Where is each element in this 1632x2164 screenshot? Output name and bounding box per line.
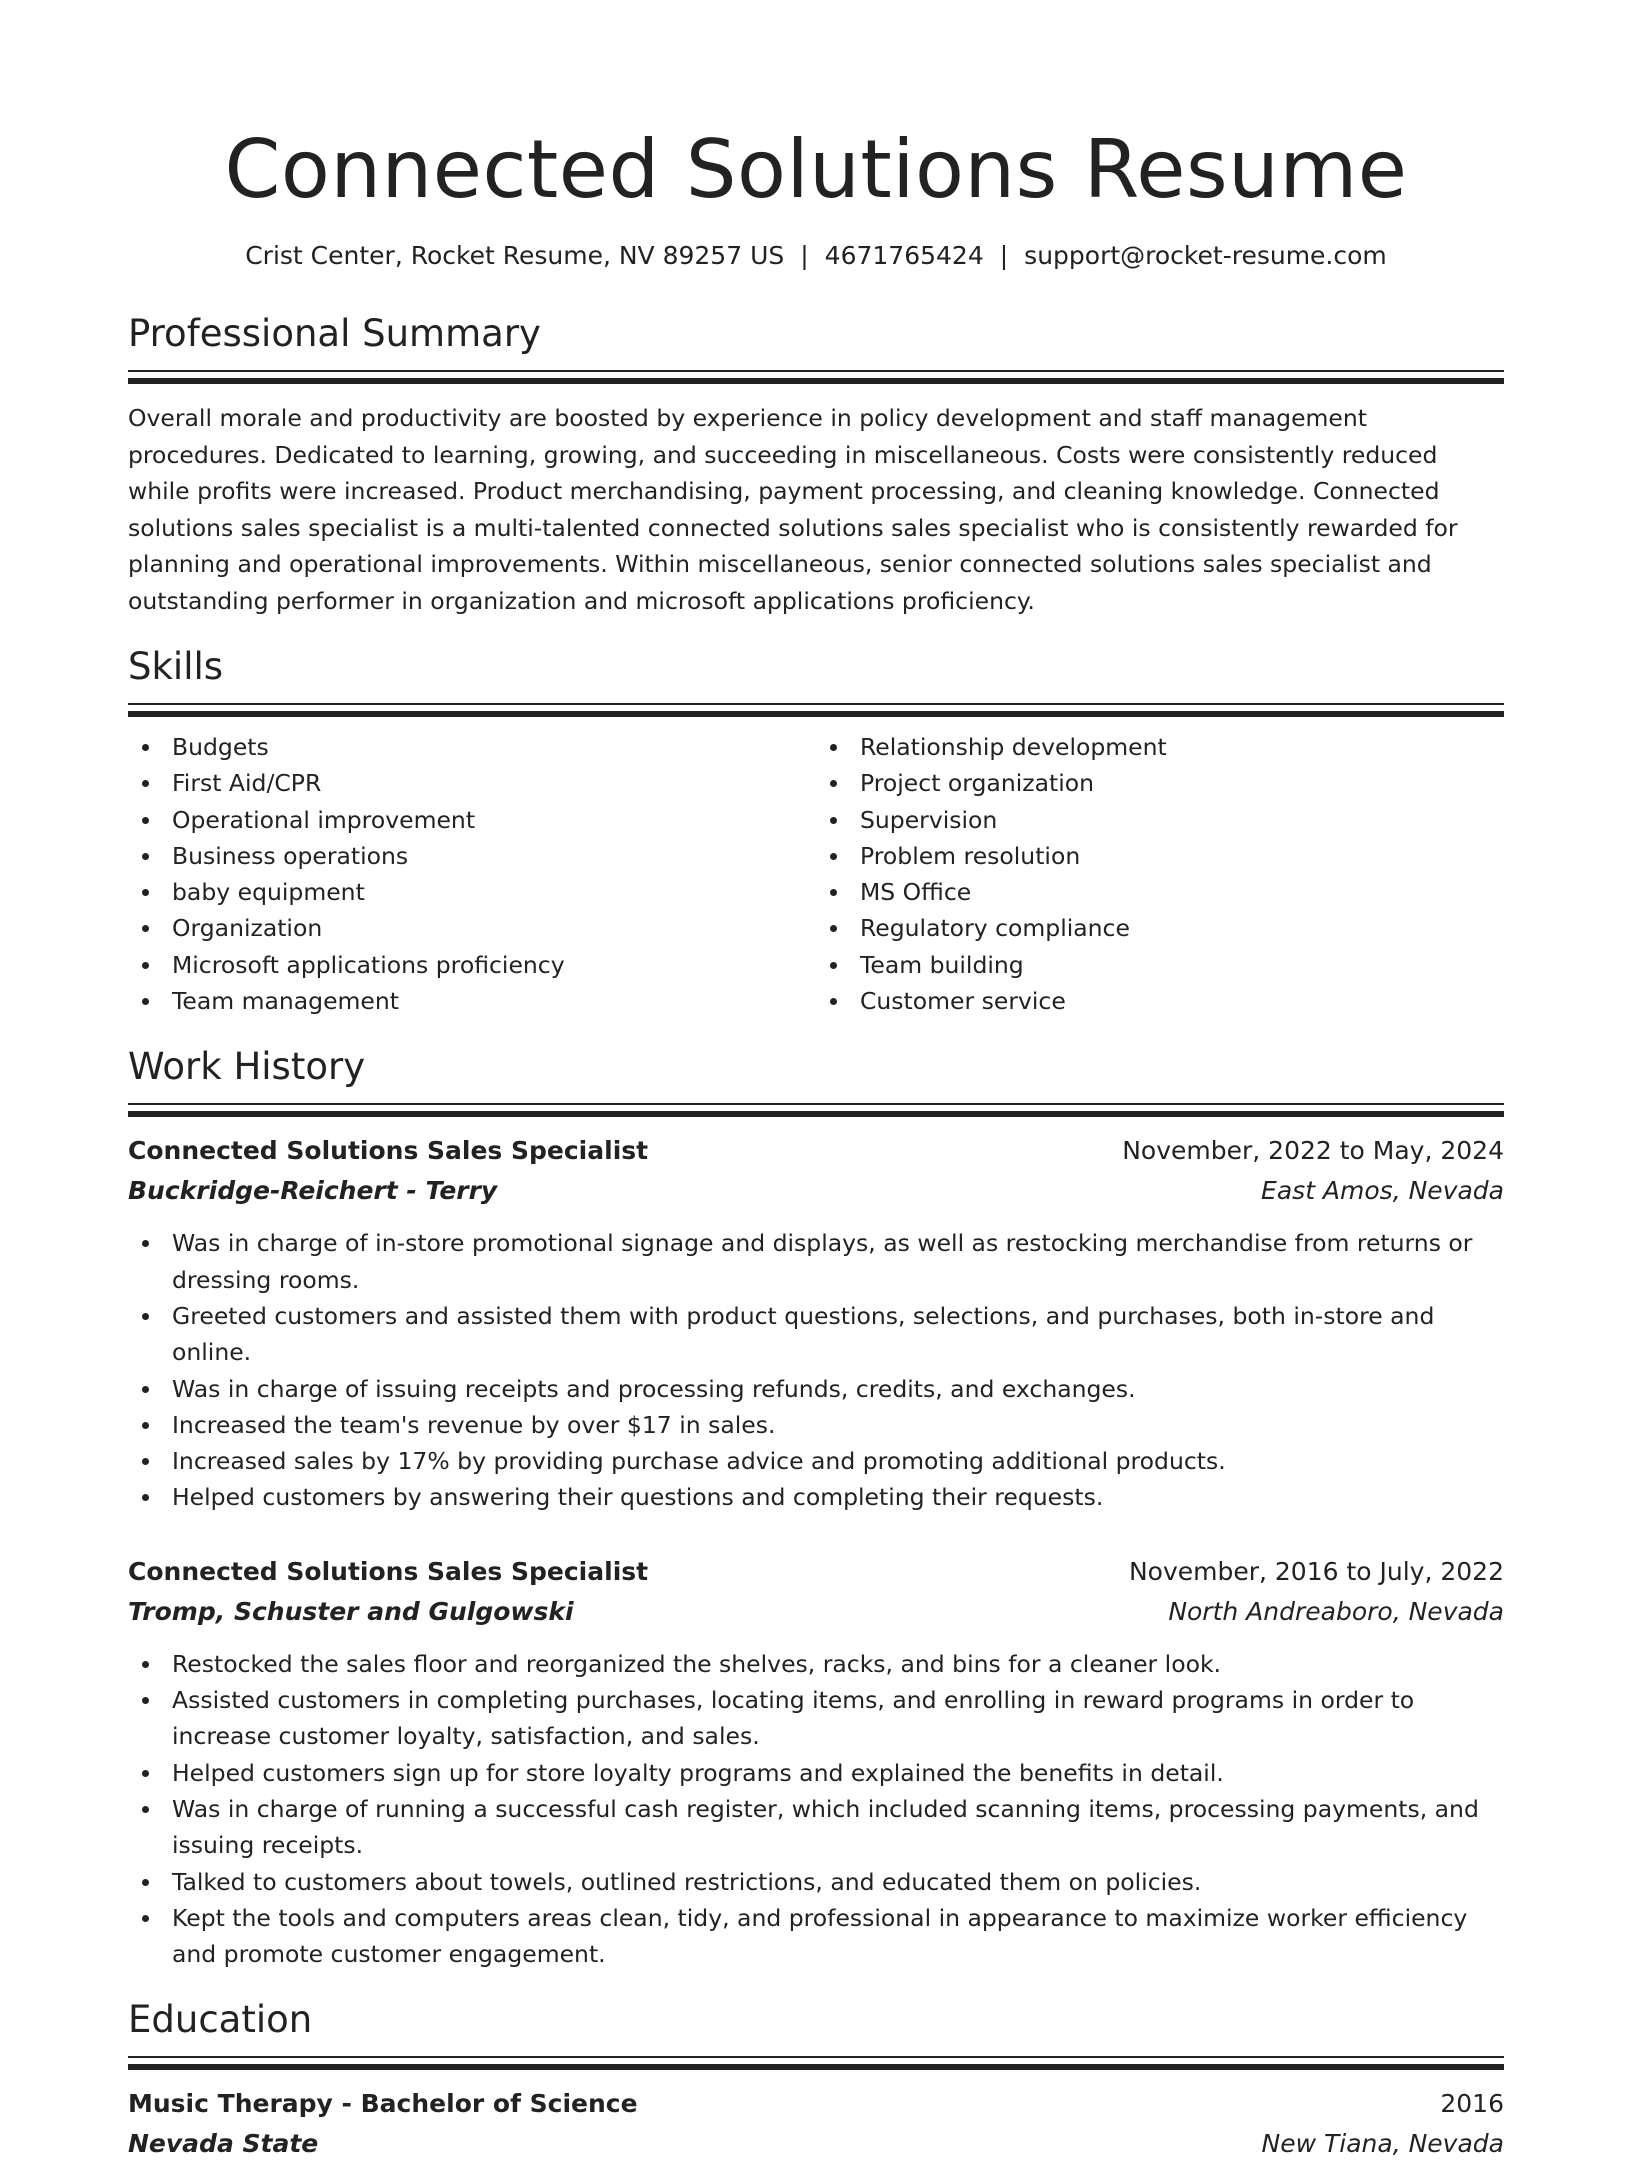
job-header <box>128 1131 1504 1171</box>
job-bullets <box>128 1646 1504 1973</box>
skill-item: Microsoft applications proficiency <box>128 947 816 983</box>
contact-line <box>128 240 1504 272</box>
contact-email: support@rocket-resume.com <box>1024 241 1387 270</box>
section-title-work-history: Work History <box>128 1045 366 1089</box>
skill-item: Organization <box>128 910 816 946</box>
job-location: East Amos, Nevada <box>1261 1176 1504 1206</box>
job-bullet: Increased the team's revenue by over $17 in sales. <box>128 1407 1504 1443</box>
summary-section <box>128 312 1504 619</box>
education-subheader <box>128 2124 1504 2164</box>
skills-section <box>128 645 1504 1019</box>
contact-phone: 4671765424 <box>824 241 984 270</box>
section-rule <box>128 703 1504 717</box>
education-year: 2016 <box>1440 2089 1504 2119</box>
job-bullet: Greeted customers and assisted them with product questions, selections, and purchases, both in-store and online. <box>128 1298 1504 1371</box>
skill-item: Budgets <box>128 729 816 765</box>
skill-item: First Aid/CPR <box>128 765 816 801</box>
section-title-skills: Skills <box>128 645 224 688</box>
education-section <box>128 1998 1504 2164</box>
job-location: North Andreaboro, Nevada <box>1168 1596 1504 1626</box>
job-bullet: Helped customers sign up for store loyalty programs and explained the benefits in detail. <box>128 1755 1504 1791</box>
job-bullets <box>128 1225 1504 1515</box>
education-header <box>128 2084 1504 2124</box>
job-bullet: Assisted customers in completing purchases, locating items, and enrolling in reward programs in order to increase customer loyalty, satisfaction, and sales. <box>128 1682 1504 1755</box>
job-dates: November, 2022 to May, 2024 <box>1122 1136 1504 1166</box>
skills-list-left <box>128 729 816 1019</box>
skill-item: Customer service <box>816 983 1504 1019</box>
contact-separator: | <box>999 241 1009 270</box>
contact-separator: | <box>800 241 809 270</box>
skill-item: Operational improvement <box>128 802 816 838</box>
skills-list-right <box>816 729 1504 1019</box>
skill-item: Team building <box>816 947 1504 983</box>
skill-item: Team management <box>128 983 816 1019</box>
job-bullet: Restocked the sales floor and reorganized the shelves, racks, and bins for a cleaner look. <box>128 1646 1504 1682</box>
skill-item: MS Office <box>816 874 1504 910</box>
job-bullet: Was in charge of running a successful cash register, which included scanning items, processing payments, and issuing receipts. <box>128 1791 1504 1864</box>
job-bullet: Talked to customers about towels, outlined restrictions, and educated them on policies. <box>128 1864 1504 1900</box>
section-title-education: Education <box>128 1998 313 2042</box>
job-title: Connected Solutions Sales Specialist <box>128 1136 649 1166</box>
job-bullet: Helped customers by answering their questions and completing their requests. <box>128 1479 1504 1515</box>
skill-item: Project organization <box>816 765 1504 801</box>
section-title-summary: Professional Summary <box>128 312 541 355</box>
skill-item: Relationship development <box>816 729 1504 765</box>
summary-text: Overall morale and productivity are boosted by experience in policy development and staff management procedures. Dedicated to learning, growing, and succeeding in miscellaneous. Costs were consistently reduced while profits were increased. Product merchandising, payment processing, and cleaning knowledge. Connected solutions sales specialist is a multi-talented connected solutions sales specialist who is consistently rewarded for planning and operational improvements. Within miscellaneous, senior connected solutions sales specialist and outstanding performer in organization and microsoft applications proficiency. <box>128 404 1458 615</box>
skill-item: baby equipment <box>128 874 816 910</box>
job-dates: November, 2016 to July, 2022 <box>1128 1556 1504 1586</box>
education-school: Nevada State <box>128 2129 319 2159</box>
section-rule <box>128 370 1504 384</box>
work-history-section <box>128 1045 1504 1972</box>
contact-address: Crist Center, Rocket Resume, NV 89257 US <box>245 241 785 270</box>
job-bullet: Was in charge of in-store promotional signage and displays, as well as restocking merchandise from returns or dressing rooms. <box>128 1225 1504 1298</box>
job-bullet: Was in charge of issuing receipts and processing refunds, credits, and exchanges. <box>128 1371 1504 1407</box>
job-bullet: Kept the tools and computers areas clean, tidy, and professional in appearance to maximize worker efficiency and promote customer engagement. <box>128 1900 1504 1973</box>
skill-item: Regulatory compliance <box>816 910 1504 946</box>
job-entry <box>128 1131 1504 1515</box>
job-company: Tromp, Schuster and Gulgowski <box>128 1596 574 1626</box>
job-subheader <box>128 1171 1504 1211</box>
resume-name: Connected Solutions Resume <box>224 123 1408 216</box>
skills-columns <box>128 729 1504 1019</box>
education-location: New Tiana, Nevada <box>1261 2129 1504 2159</box>
job-header <box>128 1552 1504 1592</box>
section-rule <box>128 2056 1504 2070</box>
education-degree: Music Therapy - Bachelor of Science <box>128 2089 638 2119</box>
job-bullet: Increased sales by 17% by providing purchase advice and promoting additional products. <box>128 1443 1504 1479</box>
skill-item: Problem resolution <box>816 838 1504 874</box>
skill-item: Business operations <box>128 838 816 874</box>
education-entry <box>128 2084 1504 2164</box>
skill-item: Supervision <box>816 802 1504 838</box>
job-title: Connected Solutions Sales Specialist <box>128 1556 649 1586</box>
job-entry <box>128 1552 1504 1973</box>
job-subheader <box>128 1592 1504 1632</box>
job-company: Buckridge-Reichert - Terry <box>128 1176 498 1206</box>
section-rule <box>128 1103 1504 1117</box>
